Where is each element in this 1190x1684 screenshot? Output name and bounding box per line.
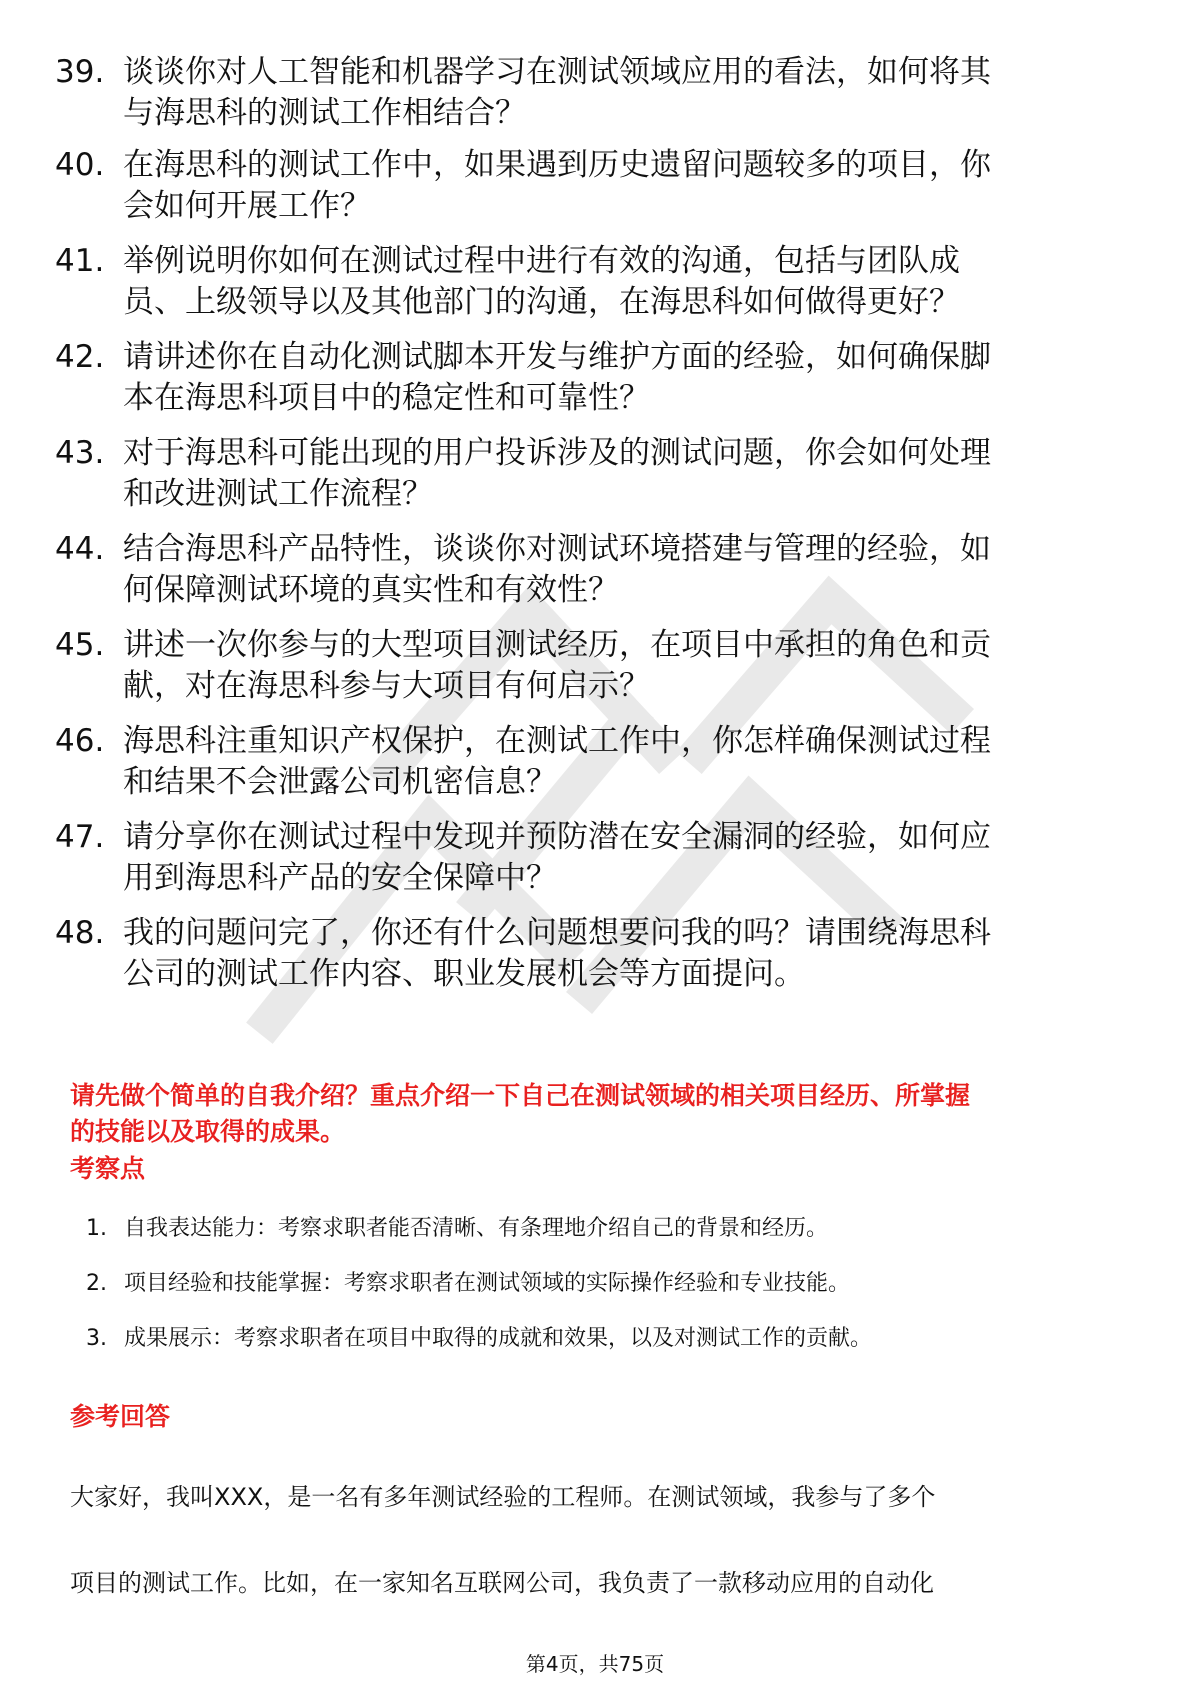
list-item (55, 433, 1135, 515)
answer-heading: 参考回答 (70, 1402, 171, 1431)
highlighted-question-line: 的技能以及取得的成果。 (70, 1117, 346, 1146)
point-number: 1. (86, 1216, 107, 1241)
question-line: 会如何开展工作？ (123, 188, 371, 224)
list-item (55, 145, 1135, 227)
page-footer: 第4页，共75页 (525, 1652, 665, 1676)
highlighted-question (70, 1078, 1130, 1150)
point-text: 成果展示：考察求职者在项目中取得的成就和效果，以及对测试工作的贡献。 (124, 1326, 873, 1351)
list-item (55, 52, 1135, 134)
question-number: 48. (55, 915, 105, 951)
question-line: 和改进测试工作流程？ (123, 476, 433, 512)
list-item (86, 1323, 1126, 1355)
question-line: 本在海思科项目中的稳定性和可靠性？ (123, 380, 650, 416)
question-number: 43. (55, 435, 105, 471)
question-number: 40. (55, 147, 105, 183)
list-item (55, 913, 1135, 995)
answer-line: 项目的测试工作。比如，在一家知名互联网公司，我负责了一款移动应用的自动化 (70, 1569, 934, 1597)
question-line: 对于海思科可能出现的用户投诉涉及的测试问题，你会如何处理 (123, 435, 991, 471)
question-line: 请讲述你在自动化测试脚本开发与维护方面的经验，如何确保脚 (123, 339, 991, 375)
question-number: 47. (55, 819, 105, 855)
question-line: 用到海思科产品的安全保障中？ (123, 860, 557, 896)
question-line: 何保障测试环境的真实性和有效性？ (123, 572, 619, 608)
question-line: 请分享你在测试过程中发现并预防潜在安全漏洞的经验，如何应 (123, 819, 991, 855)
question-line: 讲述一次你参与的大型项目测试经历，在项目中承担的角色和贡 (123, 627, 991, 663)
list-item (55, 337, 1135, 419)
question-number: 46. (55, 723, 105, 759)
question-line: 我的问题问完了，你还有什么问题想要问我的吗？请围绕海思科 (123, 915, 991, 951)
list-item (55, 625, 1135, 707)
question-line: 员、上级领导以及其他部门的沟通，在海思科如何做得更好？ (123, 284, 960, 320)
question-line: 结合海思科产品特性，谈谈你对测试环境搭建与管理的经验，如 (123, 531, 991, 567)
question-number: 45. (55, 627, 105, 663)
list-item (55, 721, 1135, 803)
question-number: 44. (55, 531, 105, 567)
points-heading: 考察点 (70, 1154, 146, 1183)
list-item (86, 1268, 1126, 1300)
point-text: 项目经验和技能掌握：考察求职者在测试领域的实际操作经验和专业技能。 (124, 1271, 851, 1296)
point-number: 3. (86, 1326, 107, 1351)
question-line: 献，对在海思科参与大项目有何启示？ (123, 668, 650, 704)
list-item (55, 241, 1135, 323)
list-item (55, 817, 1135, 899)
question-line: 在海思科的测试工作中，如果遇到历史遗留问题较多的项目，你 (123, 147, 991, 183)
question-number: 42. (55, 339, 105, 375)
question-line: 举例说明你如何在测试过程中进行有效的沟通，包括与团队成 (123, 243, 960, 279)
list-item (55, 529, 1135, 611)
question-line: 和结果不会泄露公司机密信息？ (123, 764, 557, 800)
point-number: 2. (86, 1271, 107, 1296)
question-number: 39. (55, 54, 105, 90)
question-line: 海思科注重知识产权保护，在测试工作中，你怎样确保测试过程 (123, 723, 991, 759)
question-line: 谈谈你对人工智能和机器学习在测试领域应用的看法，如何将其 (123, 54, 991, 90)
answer-line: 大家好，我叫XXX，是一名有多年测试经验的工程师。在测试领域，我参与了多个 (70, 1483, 936, 1511)
list-item (86, 1213, 1126, 1245)
question-line: 公司的测试工作内容、职业发展机会等方面提问。 (123, 956, 805, 992)
question-number: 41. (55, 243, 105, 279)
highlighted-question-line: 请先做个简单的自我介绍？重点介绍一下自己在测试领域的相关项目经历、所掌握 (70, 1081, 971, 1110)
question-line: 与海思科的测试工作相结合？ (123, 95, 526, 131)
point-text: 自我表达能力：考察求职者能否清晰、有条理地介绍自己的背景和经历。 (124, 1216, 829, 1241)
